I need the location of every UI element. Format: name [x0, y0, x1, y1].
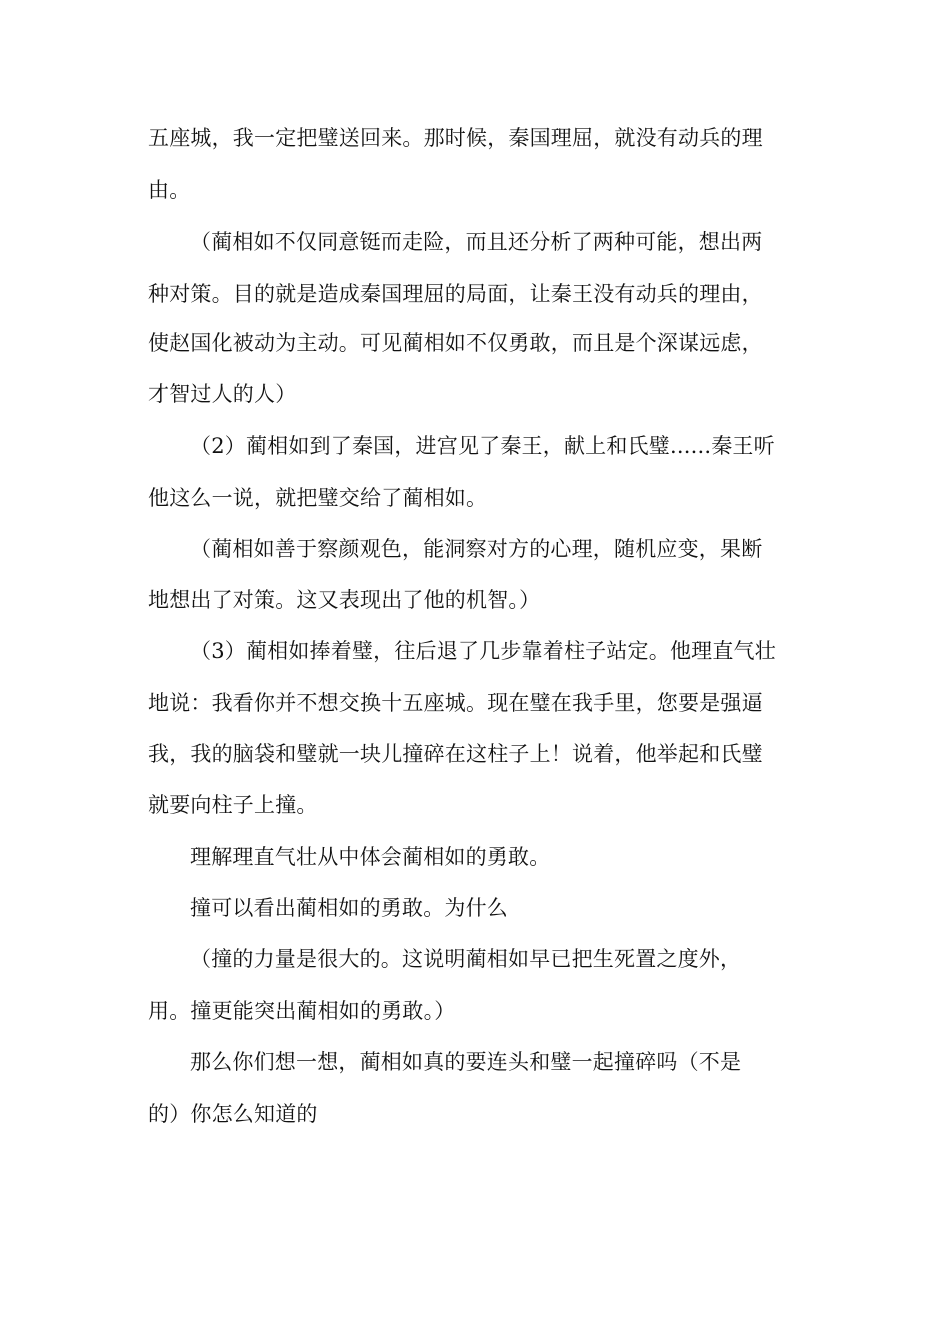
text-line: （2）蔺相如到了秦国，进宫见了秦王，献上和氏璧......秦王听 — [190, 434, 775, 458]
text-line: （撞的力量是很大的。这说明蔺相如早已把生死置之度外， — [190, 947, 742, 971]
text-line: 五座城，我一定把璧送回来。那时候，秦国理屈，就没有动兵的理 — [148, 126, 763, 150]
text-line: 他这么一说，就把璧交给了蔺相如。 — [148, 486, 488, 510]
text-line: （蔺相如不仅同意铤而走险，而且还分析了两种可能，想出两 — [190, 230, 763, 254]
text-line: 那么你们想一想，蔺相如真的要连头和璧一起撞碎吗（不是 — [190, 1050, 742, 1074]
text-line: （蔺相如善于察颜观色，能洞察对方的心理，随机应变，果断 — [190, 537, 763, 561]
text-line: 种对策。目的就是造成秦国理屈的局面，让秦王没有动兵的理由， — [148, 282, 763, 306]
text-line: 由。 — [148, 178, 191, 202]
text-line: 使赵国化被动为主动。可见蔺相如不仅勇敢，而且是个深谋远虑， — [148, 331, 763, 355]
text-line: （3）蔺相如捧着璧，往后退了几步靠着柱子站定。他理直气壮 — [190, 639, 776, 663]
text-line: 用。撞更能突出蔺相如的勇敢。） — [148, 999, 456, 1023]
text-line: 地想出了对策。这又表现出了他的机智。） — [148, 588, 541, 612]
text-line: 的）你怎么知道的 — [148, 1102, 318, 1126]
text-line: 才智过人的人） — [148, 382, 297, 406]
text-line: 就要向柱子上撞。 — [148, 793, 318, 817]
text-line: 我，我的脑袋和璧就一块儿撞碎在这柱子上！说着，他举起和氏璧 — [148, 742, 763, 766]
text-line: 地说：我看你并不想交换十五座城。现在璧在我手里，您要是强逼 — [148, 691, 763, 715]
text-line: 理解理直气壮从中体会蔺相如的勇敢。 — [190, 845, 551, 869]
text-line: 撞可以看出蔺相如的勇敢。为什么 — [190, 896, 508, 920]
